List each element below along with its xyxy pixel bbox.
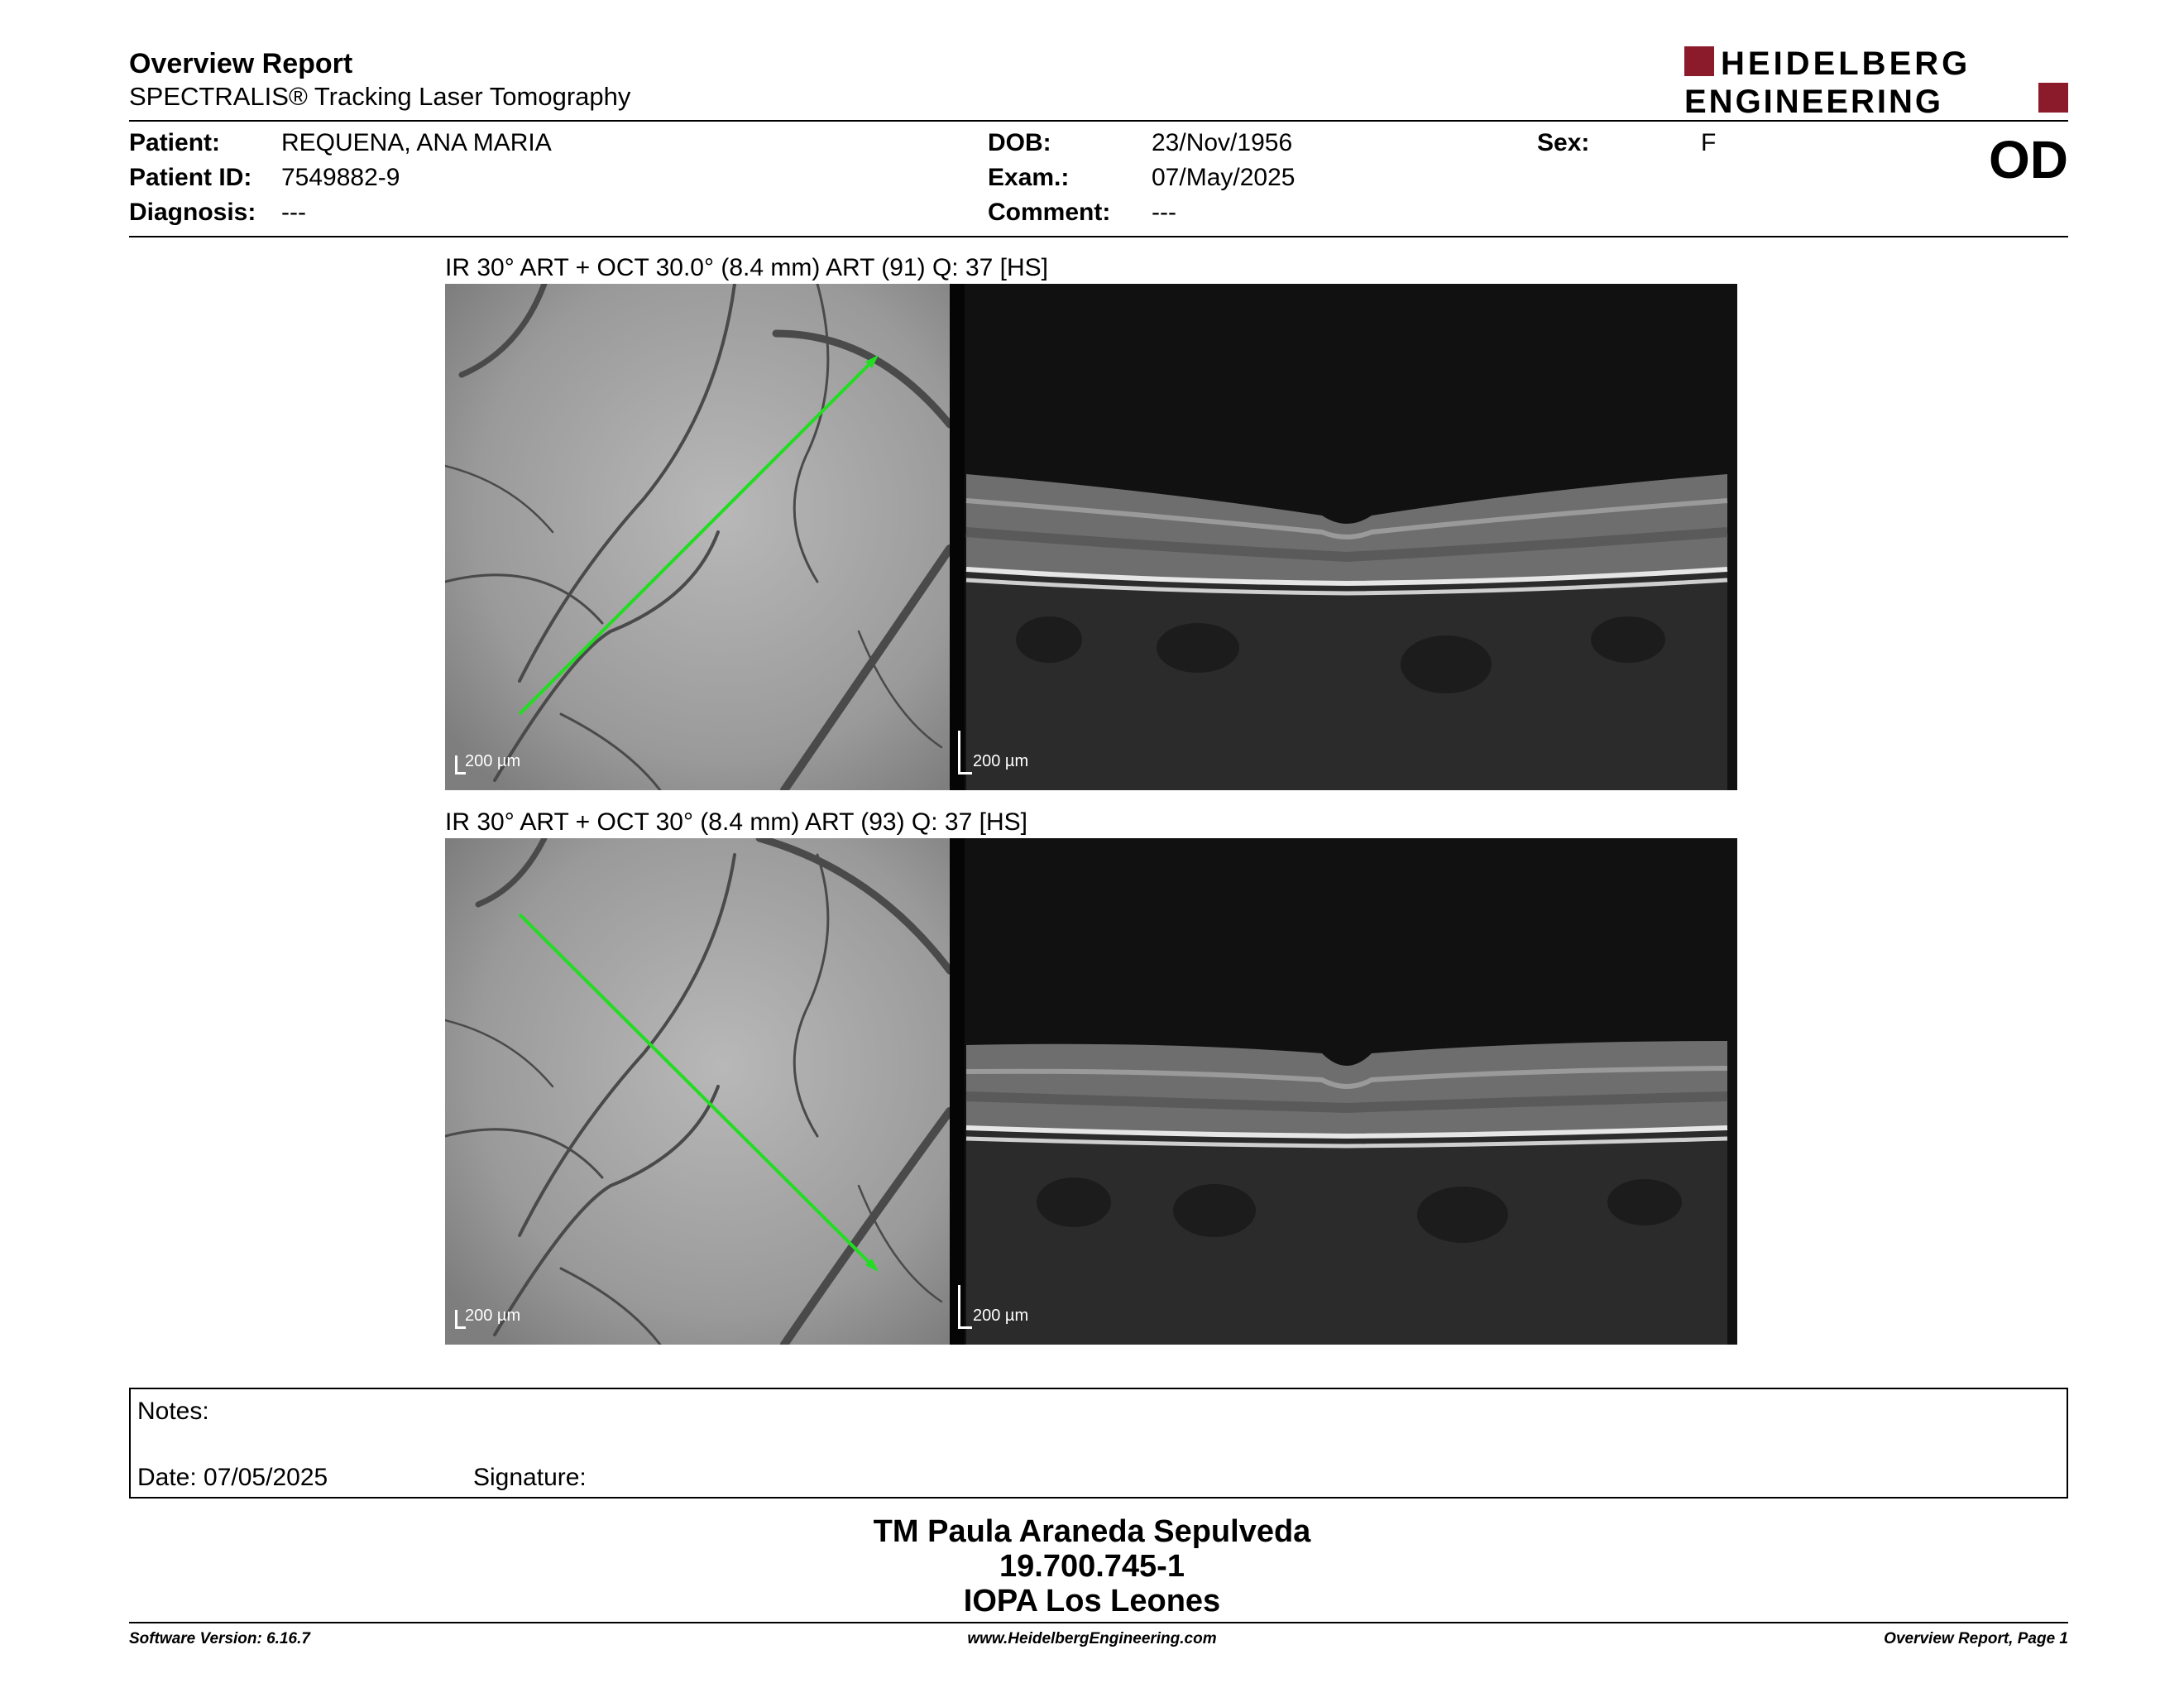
footer-divider (129, 1622, 2068, 1623)
sex-label: Sex: (1537, 129, 1590, 156)
stamp-name: TM Paula Araneda Sepulveda (873, 1514, 1311, 1549)
dob-label: DOB: (988, 129, 1051, 156)
logo-line2: ENGINEERING (1684, 84, 1944, 117)
scale-bar-icon (958, 1285, 972, 1329)
notes-label: Notes: (137, 1398, 209, 1425)
patient-divider (129, 236, 2068, 237)
scale-bar-icon (958, 731, 972, 774)
scan-panel (445, 284, 1737, 790)
header-divider (129, 120, 2068, 122)
oct-bscan-image (950, 838, 1737, 1345)
logo-line1: HEIDELBERG (1721, 46, 1971, 82)
scan-caption: IR 30° ART + OCT 30° (8.4 mm) ART (93) Q: 37 [HS] (445, 808, 1027, 836)
date-label: Date: 07/05/2025 (137, 1464, 328, 1491)
stamp-institution: IOPA Los Leones (963, 1584, 1221, 1618)
fundus-scale-label: 200 µm (465, 1307, 521, 1325)
report-subtitle: SPECTRALIS® Tracking Laser Tomography (129, 82, 631, 111)
stamp-id: 19.700.745-1 (999, 1549, 1185, 1584)
comment-label: Comment: (988, 199, 1111, 226)
exam-label: Exam.: (988, 164, 1070, 191)
notes-box (129, 1388, 2068, 1499)
sex-value: F (1701, 129, 1717, 156)
fundus-image (445, 838, 950, 1345)
oct-bscan-image (950, 284, 1737, 790)
report-title: Overview Report (129, 48, 353, 79)
patient-label: Patient: (129, 129, 221, 156)
scan-caption: IR 30° ART + OCT 30.0° (8.4 mm) ART (91) Q: 37 [HS] (445, 254, 1048, 281)
page-indicator: Overview Report, Page 1 (1884, 1630, 2068, 1647)
bscan-scale-label: 200 µm (973, 752, 1029, 770)
diagnosis-value: --- (281, 199, 306, 226)
signature-label: Signature: (473, 1464, 587, 1491)
diagnosis-label: Diagnosis: (129, 199, 256, 226)
scan-panel (445, 838, 1737, 1345)
patient-id: 7549882-9 (281, 164, 400, 191)
heidelberg-logo (1684, 43, 2068, 117)
patient-id-label: Patient ID: (129, 164, 252, 191)
eye-indicator: OD (1989, 130, 2068, 189)
fundus-scale-label: 200 µm (465, 752, 521, 770)
patient-name: REQUENA, ANA MARIA (281, 129, 552, 156)
fundus-image (445, 284, 950, 790)
comment-value: --- (1152, 199, 1176, 226)
exam-value: 07/May/2025 (1152, 164, 1296, 191)
dob-value: 23/Nov/1956 (1152, 129, 1293, 156)
bscan-scale-label: 200 µm (973, 1307, 1029, 1325)
website-link[interactable]: www.HeidelbergEngineering.com (967, 1630, 1217, 1647)
software-version: Software Version: 6.16.7 (129, 1630, 310, 1647)
